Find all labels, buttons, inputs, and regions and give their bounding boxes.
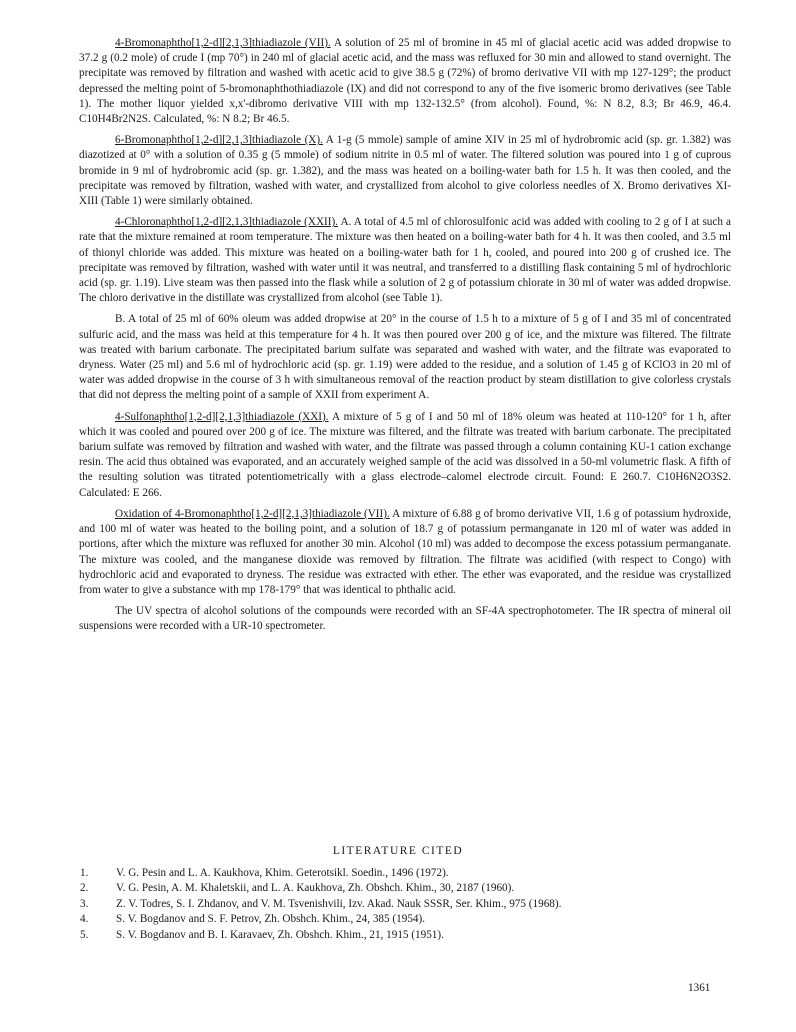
paragraph-chloro-xxii-b bbox=[79, 312, 731, 403]
reference-number: 5. bbox=[80, 928, 89, 941]
reference-number: 4. bbox=[80, 913, 89, 926]
paragraph-title: 4-Chloronaphtho[1,2-d][2,1,3]thiadiazole (XXII). bbox=[115, 216, 339, 229]
reference-item bbox=[80, 866, 740, 881]
reference-text: S. V. Bogdanov and S. F. Petrov, Zh. Obshch. Khim., 24, 385 (1954). bbox=[116, 913, 426, 926]
reference-number: 1. bbox=[80, 867, 89, 879]
experimental-section bbox=[79, 36, 731, 641]
reference-text: V. G. Pesin and L. A. Kaukhova, Khim. Geterotsikl. Soedin., 1496 (1972). bbox=[116, 867, 449, 879]
reference-text: V. G. Pesin, A. M. Khaletskii, and L. A. Kaukhova, Zh. Obshch. Khim., 30, 2187 (1960). bbox=[116, 882, 515, 895]
reference-number: 3. bbox=[80, 897, 89, 910]
paragraph-bromo-x bbox=[79, 133, 731, 209]
paragraph-title: 4-Sulfonaphtho[1,2-d][2,1,3]thiadiazole (XXI). bbox=[115, 410, 329, 423]
reference-item bbox=[80, 897, 740, 912]
reference-text: Z. V. Todres, S. I. Zhdanov, and V. M. Tsvenishvili, Izv. Akad. Nauk SSSR, Ser. Khim., 975 (1968). bbox=[116, 897, 562, 910]
paragraph-title: Oxidation of 4-Bromonaphtho[1,2-d][2,1,3]thiadiazole (VII). bbox=[115, 507, 390, 520]
paragraph-body: The UV spectra of alcohol solutions of the compounds were recorded with an SF-4A spectrophotometer. The IR spectra of mineral oil suspensions were recorded with a UR-10 spectrometer. bbox=[79, 605, 731, 633]
paragraph-chloro-xxii-a bbox=[79, 215, 731, 306]
paragraph-body: A solution of 25 ml of bromine in 45 ml of glacial acetic acid was added dropwise to 37.2 g (0.2 mole) of crude I (mp 70°) in 240 ml of glacial acetic acid, and the mass was refluxed for 30 min and allowed to stand overnight. The precipitate was removed by filtration and washed with acetic acid to give 38.5 g (72%) of bromo derivative VII with mp 127-129°; the product depressed the melting point of 5-bromonaphthothiadiazole (IX) and did not correspond to any of the five isomeric bromo derivatives (see Table 1). The mother liquor yielded x,x'-dibromo derivative VIII with mp 132-132.5° (from alcohol). Found, %: N 8.2, 8.3; Br 46.9, 46.4. C10H4Br2N2S. Calculated, %: N 8.2; Br 46.5. bbox=[79, 37, 732, 126]
literature-heading: LITERATURE CITED bbox=[332, 845, 464, 857]
paragraph-title: 4-Bromonaphtho[1,2-d][2,1,3]thiadiazole (VII). bbox=[115, 37, 331, 49]
paragraph-sulfo-xxi bbox=[79, 410, 731, 501]
page-number: 1361 bbox=[688, 982, 711, 994]
reference-item bbox=[80, 912, 740, 927]
reference-number: 2. bbox=[80, 882, 89, 895]
paragraph-body: A mixture of 5 g of I and 50 ml of 18% oleum was heated at 110-120° for 1 h, after which it was cooled and poured over 200 g of ice. The mixture was filtered, and the filtrate was treated with barium carbonate. The precipitated barium sulfate was removed by filtration and washed with water, and the filtrate was passed through a column containing KU-1 cation exchange resin. The acid thus obtained was evaporated, and an accurately weighed sample of the acid was dissolved in a 50-ml volumetric flask. A fifth of the resulting solution was titrated potentiometrically with a glass electrode–calomel electrode circuit. Found: E 260.7. C10H6N2O3S2. Calculated: E 266. bbox=[79, 410, 731, 499]
reference-item bbox=[80, 881, 740, 896]
paragraph-body: B. A total of 25 ml of 60% oleum was added dropwise at 20° in the course of 1.5 h to a mixture of 5 g of I and 35 ml of concentrated sulfuric acid, and the mass was held at this temperature for 4 h. It was then poured over 200 g of ice, and the mixture was filtered. The filtrate was treated with barium carbonate. The precipitated barium sulfate was separated and washed with water, and the filtrate was evaporated to dryness. Water (25 ml) and 5.6 ml of hydrochloric acid (sp. gr. 1.19) were added to the residue, and a solution of 1.45 g of KClO3 in 20 ml of water was added dropwise in the course of 3 h with simultaneous removal of the reaction product by steam distillation to give colorless crystals that did not depress the melting point of a sample of XXII from experiment A. bbox=[79, 313, 731, 402]
paragraph-body: A mixture of 6.88 g of bromo derivative VII, 1.6 g of potassium hydroxide, and 100 ml of water was heated to the boiling point, and a solution of 18.7 g of potassium permanganate in 120 ml of water was added in portions, after which the mixture was refluxed for another 30 min. Alcohol (10 ml) was added to decompose the excess potassium permanganate. The mixture was cooled, and the manganese dioxide was removed by filtration. The filtrate was acidified (with respect to Congo) with hydrochloric acid and evaporated to dryness. The residue was extracted with ether. The ether was evaporated, and the residue was crystallized from water to give a substance with mp 178-179° that was identical to phthalic acid. bbox=[79, 507, 731, 596]
reference-list bbox=[80, 866, 740, 943]
reference-text: S. V. Bogdanov and B. I. Karavaev, Zh. Obshch. Khim., 21, 1915 (1951). bbox=[116, 928, 444, 941]
paragraph-body: A. A total of 4.5 ml of chlorosulfonic acid was added with cooling to 2 g of I at such a rate that the mixture remained at room temperature. The mixture was then heated on a boiling-water bath for 4 h. It was then cooled, and 3.5 ml of thionyl chloride was added. This mixture was heated on a boiling-water bath for 1 h, cooled, and poured into 200 g of crushed ice. The precipitate was removed by filtration, washed with water until it was neutral, and transferred to a distilling flask containing 5 ml of hydrochloric acid (sp. gr. 1.19). Live steam was then passed into the flask while a solution of 2 g of potassium chlorate in 30 ml of water was added dropwise. The chloro derivative in the distillate was crystallized from alcohol (see Table 1). bbox=[79, 216, 731, 305]
paragraph-body: A 1-g (5 mmole) sample of amine XIV in 25 ml of hydrobromic acid (sp. gr. 1.382) was diazotized at 0° with a solution of 0.35 g (5 mmole) of sodium nitrite in 0.5 ml of water. The filtered solution was poured into 1 g of cuprous bromide in 9 ml of hydrobromic acid (sp. gr. 1.382), and the mass was heated on a boiling-water bath for 1.5 h. It was then cooled, and the precipitate was removed by filtration, washed with water, and crystallized from alcohol to give colorless needles of X. Bromo derivatives XI-XIII (Table 1) were similarly obtained. bbox=[79, 134, 731, 208]
paragraph-title: 6-Bromonaphtho[1,2-d][2,1,3]thiadiazole (X). bbox=[115, 134, 323, 147]
reference-item bbox=[80, 928, 740, 943]
paragraph-bromo-vii bbox=[79, 36, 731, 127]
paragraph-spectra bbox=[79, 604, 731, 634]
paragraph-oxidation bbox=[79, 507, 731, 598]
